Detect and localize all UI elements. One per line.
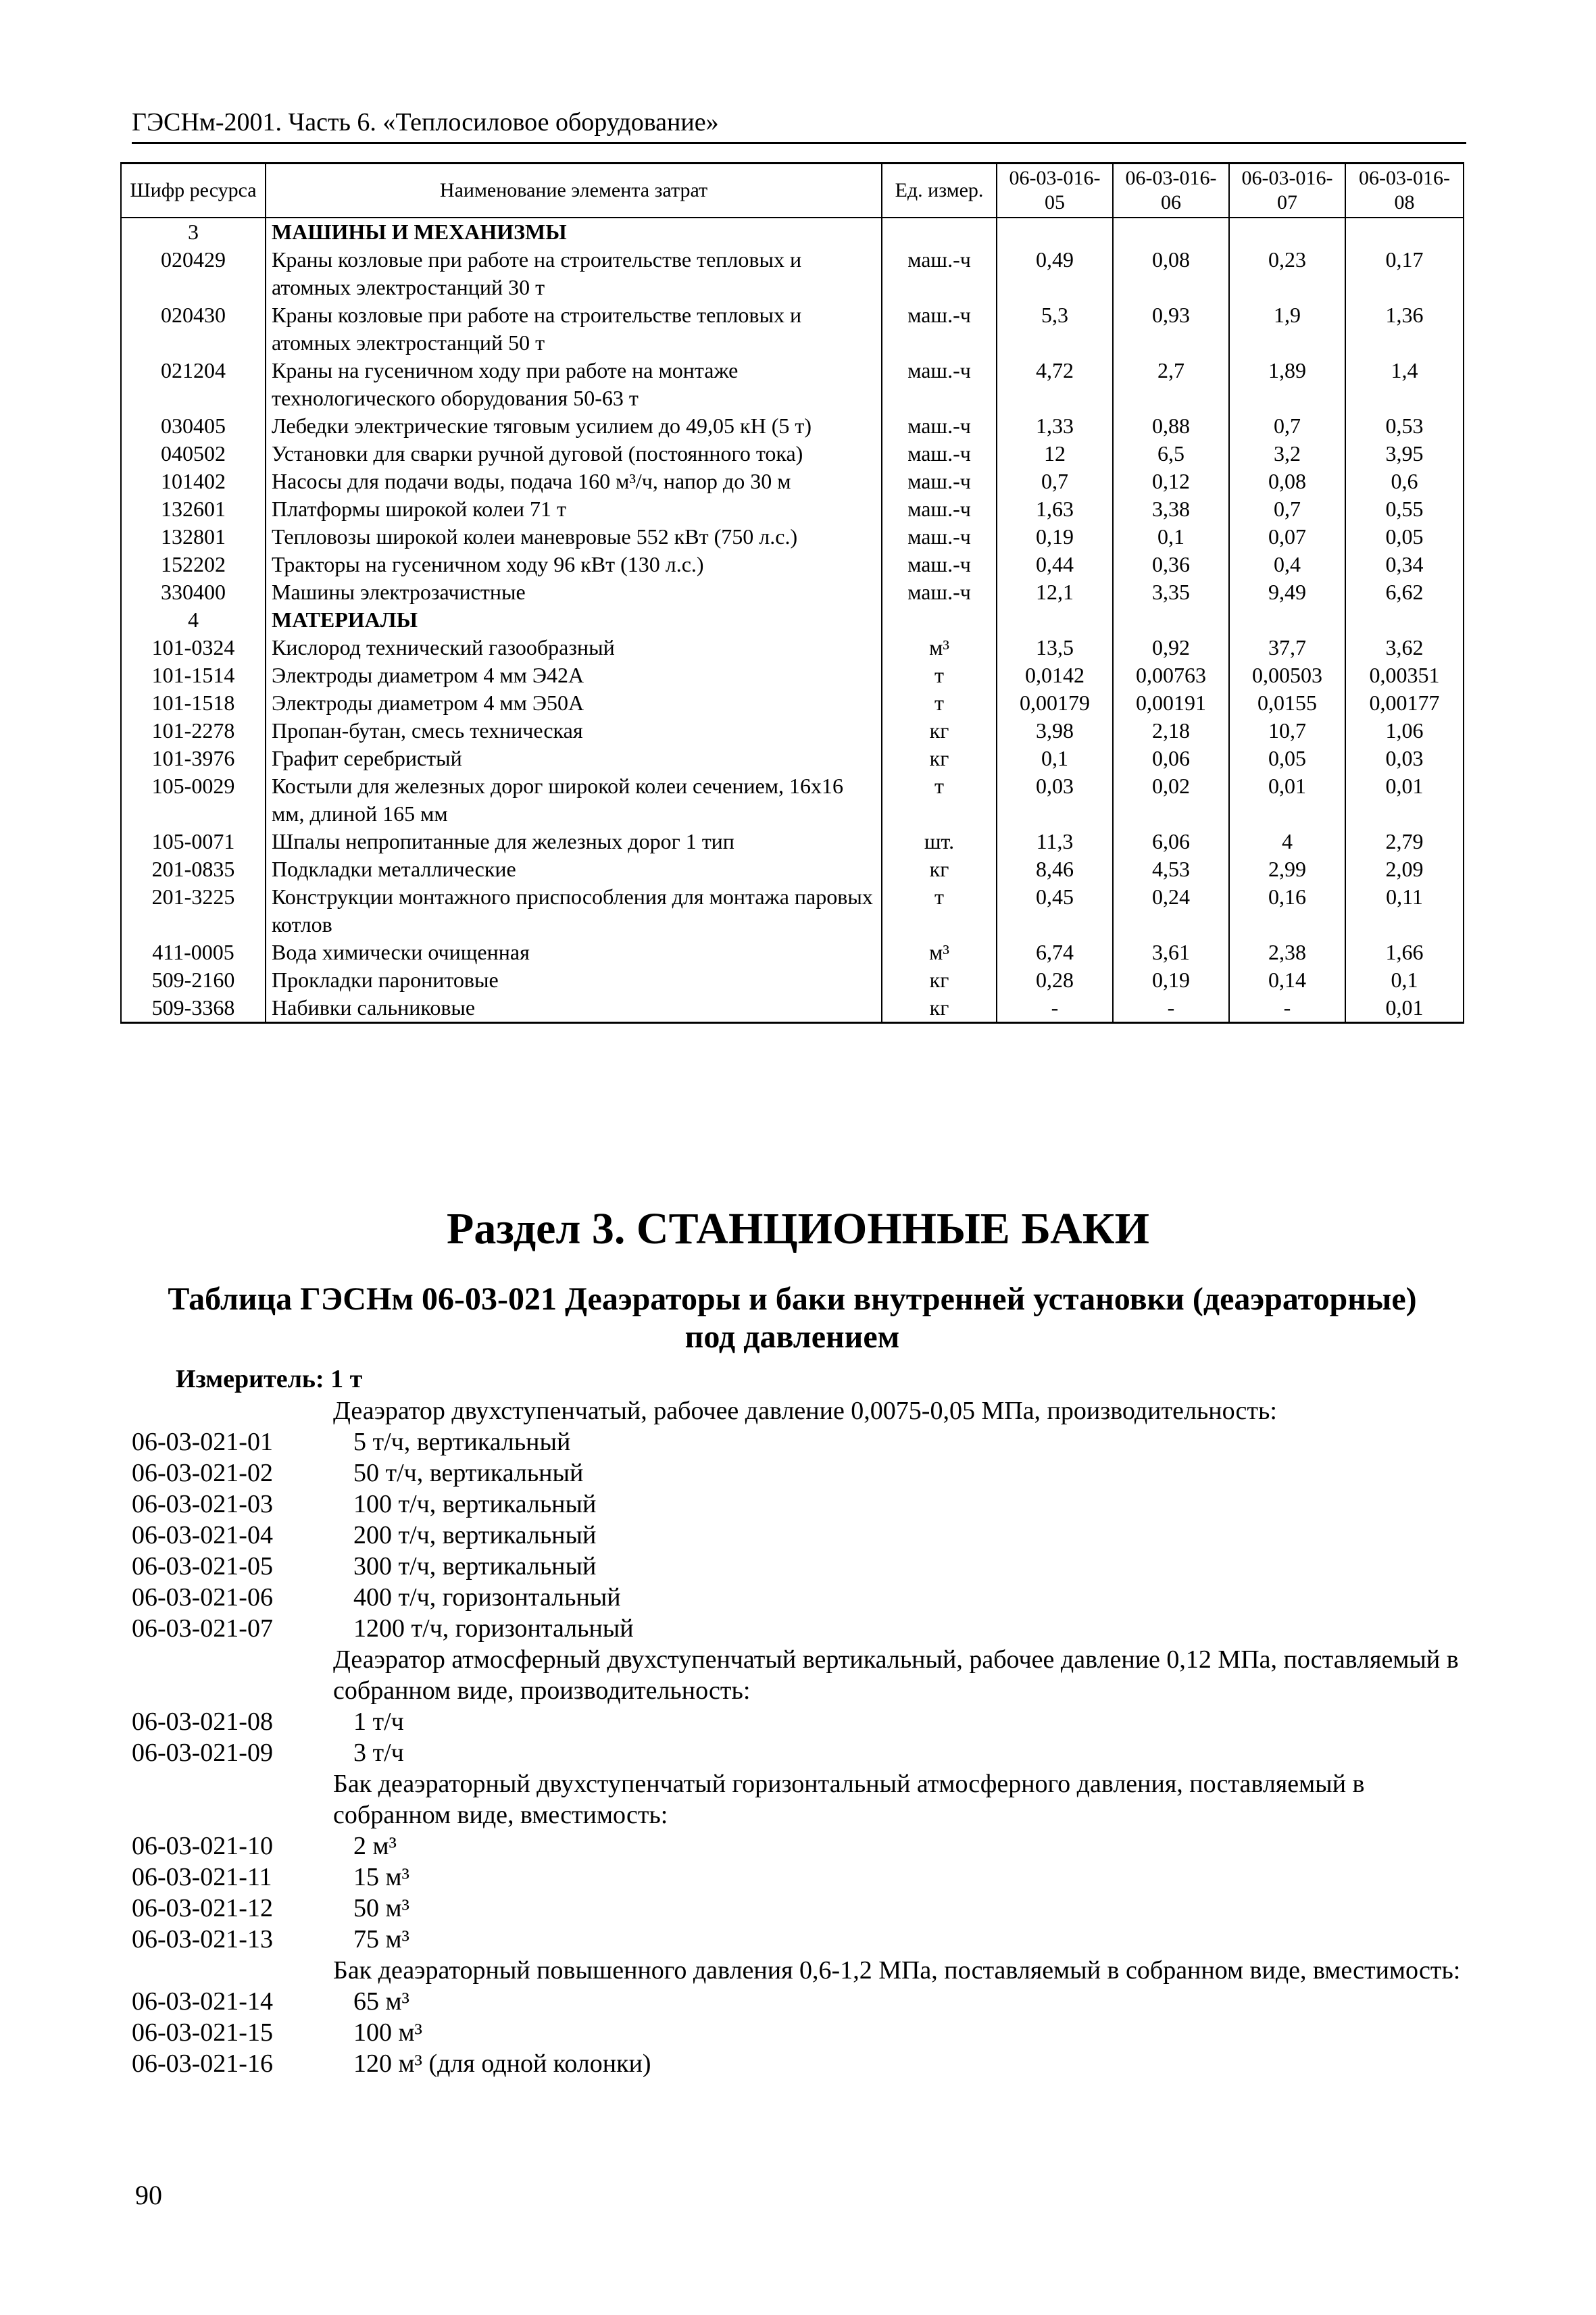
table-row (121, 634, 1464, 662)
resource-name: Графит серебристый (266, 745, 882, 772)
empty-cell (882, 606, 997, 634)
resource-name: Краны козловые при работе на строительстве тепловых и атомных электростанций 50 т (266, 301, 882, 357)
value-cell: 0,92 (1113, 634, 1229, 662)
table-row (121, 689, 1464, 717)
value-cell: 4,72 (997, 357, 1113, 412)
value-cell: 0,01 (1229, 772, 1345, 828)
column-header-norm: 06-03-016-08 (1345, 164, 1464, 218)
value-cell: 10,7 (1229, 717, 1345, 745)
table-row (121, 246, 1464, 301)
norm-description: 200 т/ч, вертикальный (353, 1521, 597, 1549)
table-row (121, 523, 1464, 551)
value-cell: 8,46 (997, 855, 1113, 883)
norm-code: 06-03-021-03 (132, 1490, 273, 1518)
resource-code: 132801 (121, 523, 266, 551)
measurer: Измеритель: 1 т (176, 1365, 363, 1393)
value-cell: 3,98 (997, 717, 1113, 745)
table-row (121, 440, 1464, 468)
value-cell: 0,88 (1113, 412, 1229, 440)
value-cell: 0,02 (1113, 772, 1229, 828)
resource-code: 101-1514 (121, 662, 266, 689)
value-cell: 2,7 (1113, 357, 1229, 412)
value-cell: 2,99 (1229, 855, 1345, 883)
value-cell: 3,95 (1345, 440, 1464, 468)
value-cell: 12,1 (997, 578, 1113, 606)
resource-name: Подкладки металлические (266, 855, 882, 883)
table-body (121, 218, 1464, 1023)
value-cell: 0,19 (997, 523, 1113, 551)
column-header-norm: 06-03-016-06 (1113, 164, 1229, 218)
table-header-row (121, 164, 1464, 218)
value-cell: - (1113, 994, 1229, 1023)
group-title: МАТЕРИАЛЫ (266, 606, 882, 634)
norm-description: 1 т/ч (353, 1708, 404, 1736)
norm-description: 50 т/ч, вертикальный (353, 1459, 584, 1487)
empty-cell (1345, 606, 1464, 634)
table-row (121, 578, 1464, 606)
value-cell: 0,1 (1345, 966, 1464, 994)
norm-code: 06-03-021-10 (132, 1832, 273, 1860)
norm-list (132, 1395, 1466, 2079)
value-cell: 1,06 (1345, 717, 1464, 745)
resource-name: Конструкции монтажного приспособления для монтажа паровых котлов (266, 883, 882, 939)
value-cell: 0,06 (1113, 745, 1229, 772)
resource-code: 132601 (121, 495, 266, 523)
unit-cell: маш.-ч (882, 301, 997, 357)
value-cell: 2,38 (1229, 939, 1345, 966)
norm-code: 06-03-021-14 (132, 1987, 273, 2016)
unit-cell: шт. (882, 828, 997, 855)
value-cell: 0,7 (997, 468, 1113, 495)
norm-code: 06-03-021-09 (132, 1739, 273, 1767)
column-header-name: Наименование элемента затрат (266, 164, 882, 218)
value-cell: 1,9 (1229, 301, 1345, 357)
unit-cell: маш.-ч (882, 357, 997, 412)
table-row (121, 551, 1464, 578)
norm-item (132, 1831, 1466, 1862)
value-cell: 0,7 (1229, 495, 1345, 523)
norm-description: 2 м³ (353, 1832, 397, 1860)
table-row (121, 883, 1464, 939)
norm-code: 06-03-021-11 (132, 1863, 272, 1891)
norm-item (132, 1582, 1466, 1613)
value-cell: 0,17 (1345, 246, 1464, 301)
value-cell: - (1229, 994, 1345, 1023)
value-cell: 0,19 (1113, 966, 1229, 994)
resource-code: 152202 (121, 551, 266, 578)
section-title: Раздел 3. СТАНЦИОННЫЕ БАКИ (447, 1204, 1149, 1253)
value-cell: 1,4 (1345, 357, 1464, 412)
norm-code: 06-03-021-13 (132, 1925, 273, 1953)
resource-name: Прокладки паронитовые (266, 966, 882, 994)
unit-cell: т (882, 689, 997, 717)
value-cell: 0,28 (997, 966, 1113, 994)
norm-code: 06-03-021-04 (132, 1521, 273, 1549)
resource-cost-table (120, 162, 1464, 1024)
resource-name: Тепловозы широкой колеи маневровые 552 кВт (750 л.с.) (266, 523, 882, 551)
value-cell: 13,5 (997, 634, 1113, 662)
resource-name: Набивки сальниковые (266, 994, 882, 1023)
value-cell: 0,23 (1229, 246, 1345, 301)
table-row (121, 717, 1464, 745)
resource-code: 411-0005 (121, 939, 266, 966)
resource-code: 101-2278 (121, 717, 266, 745)
resource-code: 105-0029 (121, 772, 266, 828)
unit-cell: маш.-ч (882, 440, 997, 468)
unit-cell: т (882, 772, 997, 828)
value-cell: 9,49 (1229, 578, 1345, 606)
unit-cell: кг (882, 855, 997, 883)
norm-item (132, 2048, 1466, 2079)
value-cell: 0,00351 (1345, 662, 1464, 689)
table-row (121, 994, 1464, 1023)
unit-cell: кг (882, 717, 997, 745)
value-cell: 6,62 (1345, 578, 1464, 606)
table-title-line: Таблица ГЭСНм 06-03-021 Деаэраторы и баки внутренней установки (деаэраторные) (168, 1281, 1417, 1317)
value-cell: 1,33 (997, 412, 1113, 440)
resource-code: 020429 (121, 246, 266, 301)
resource-code: 330400 (121, 578, 266, 606)
resource-code: 201-3225 (121, 883, 266, 939)
unit-cell: т (882, 883, 997, 939)
value-cell: 4 (1229, 828, 1345, 855)
value-cell: 0,0142 (997, 662, 1113, 689)
norm-code: 06-03-021-07 (132, 1614, 273, 1643)
value-cell: 1,36 (1345, 301, 1464, 357)
resource-name: Вода химически очищенная (266, 939, 882, 966)
value-cell: 0,00763 (1113, 662, 1229, 689)
table-row (121, 468, 1464, 495)
table-row (121, 357, 1464, 412)
norm-description: 65 м³ (353, 1987, 409, 2016)
value-cell: 0,05 (1229, 745, 1345, 772)
value-cell: 0,03 (1345, 745, 1464, 772)
value-cell: 0,34 (1345, 551, 1464, 578)
resource-name: Электроды диаметром 4 мм Э42А (266, 662, 882, 689)
norm-code: 06-03-021-15 (132, 2018, 273, 2047)
empty-cell (997, 218, 1113, 246)
resource-name: Краны на гусеничном ходу при работе на монтаже технологического оборудования 50-63 т (266, 357, 882, 412)
norm-code: 06-03-021-02 (132, 1459, 273, 1487)
resource-code: 021204 (121, 357, 266, 412)
group-code: 4 (121, 606, 266, 634)
page-number: 90 (135, 2180, 162, 2210)
value-cell: 0,1 (1113, 523, 1229, 551)
value-cell: 0,03 (997, 772, 1113, 828)
table-title-line: под давлением (684, 1319, 900, 1355)
group-code: 3 (121, 218, 266, 246)
column-header-norm: 06-03-016-07 (1229, 164, 1345, 218)
norm-item (132, 1862, 1466, 1893)
value-cell: 3,62 (1345, 634, 1464, 662)
norm-item (132, 2017, 1466, 2048)
norm-description: 100 т/ч, вертикальный (353, 1490, 597, 1518)
norm-code: 06-03-021-16 (132, 2049, 273, 2078)
value-cell: 6,74 (997, 939, 1113, 966)
unit-cell: маш.-ч (882, 523, 997, 551)
resource-code: 509-2160 (121, 966, 266, 994)
group-title: МАШИНЫ И МЕХАНИЗМЫ (266, 218, 882, 246)
column-header-code: Шифр ресурса (121, 164, 266, 218)
resource-name: Платформы широкой колеи 71 т (266, 495, 882, 523)
unit-cell: маш.-ч (882, 468, 997, 495)
resource-code: 101402 (121, 468, 266, 495)
table-row (121, 966, 1464, 994)
value-cell: 0,16 (1229, 883, 1345, 939)
value-cell: 0,6 (1345, 468, 1464, 495)
table-row (121, 828, 1464, 855)
value-cell: 0,36 (1113, 551, 1229, 578)
running-header: ГЭСНм-2001. Часть 6. «Теплосиловое оборудование» (132, 107, 1466, 144)
norm-group-heading: Деаэратор двухступенчатый, рабочее давление 0,0075-0,05 МПа, производительность: (333, 1397, 1277, 1425)
unit-cell: м³ (882, 939, 997, 966)
norm-code: 06-03-021-05 (132, 1552, 273, 1580)
group-row (121, 218, 1464, 246)
value-cell: 0,05 (1345, 523, 1464, 551)
norm-description: 3 т/ч (353, 1739, 404, 1767)
table-row (121, 745, 1464, 772)
table-row (121, 772, 1464, 828)
value-cell: 0,24 (1113, 883, 1229, 939)
resource-code: 030405 (121, 412, 266, 440)
table-title (122, 1280, 1463, 1356)
value-cell: 0,08 (1113, 246, 1229, 301)
norm-group-heading: Бак деаэраторный двухступенчатый горизонтальный атмосферного давления, поставляемый в собранном виде, вместимость: (333, 1770, 1365, 1829)
value-cell: 0,12 (1113, 468, 1229, 495)
value-cell: 3,2 (1229, 440, 1345, 468)
value-cell: 0,14 (1229, 966, 1345, 994)
unit-cell: м³ (882, 634, 997, 662)
norm-description: 1200 т/ч, горизонтальный (353, 1614, 634, 1643)
unit-cell: кг (882, 745, 997, 772)
value-cell: 0,00177 (1345, 689, 1464, 717)
unit-cell: т (882, 662, 997, 689)
norm-code: 06-03-021-06 (132, 1583, 273, 1612)
value-cell: 6,5 (1113, 440, 1229, 468)
table-row (121, 301, 1464, 357)
norm-item (132, 1986, 1466, 2017)
empty-cell (882, 218, 997, 246)
value-cell: 5,3 (997, 301, 1113, 357)
resource-name: Насосы для подачи воды, подача 160 м³/ч, напор до 30 м (266, 468, 882, 495)
resource-name: Машины электрозачистные (266, 578, 882, 606)
norm-group-heading: Деаэратор атмосферный двухступенчатый вертикальный, рабочее давление 0,12 МПа, поставляемый в собранном виде, производительность: (333, 1645, 1459, 1705)
value-cell: 0,01 (1345, 772, 1464, 828)
unit-cell: кг (882, 966, 997, 994)
value-cell: 2,09 (1345, 855, 1464, 883)
value-cell: - (997, 994, 1113, 1023)
value-cell: 0,00179 (997, 689, 1113, 717)
norm-item (132, 1520, 1466, 1551)
value-cell: 1,63 (997, 495, 1113, 523)
norm-item (132, 1737, 1466, 1768)
value-cell: 11,3 (997, 828, 1113, 855)
column-header-unit: Ед. измер. (882, 164, 997, 218)
value-cell: 0,11 (1345, 883, 1464, 939)
resource-name: Краны козловые при работе на строительстве тепловых и атомных электростанций 30 т (266, 246, 882, 301)
norm-item (132, 1489, 1466, 1520)
empty-cell (1229, 606, 1345, 634)
resource-code: 101-0324 (121, 634, 266, 662)
value-cell: 4,53 (1113, 855, 1229, 883)
value-cell: 1,89 (1229, 357, 1345, 412)
value-cell: 2,18 (1113, 717, 1229, 745)
resource-name: Кислород технический газообразный (266, 634, 882, 662)
value-cell: 0,00191 (1113, 689, 1229, 717)
norm-item (132, 1706, 1466, 1737)
value-cell: 0,00503 (1229, 662, 1345, 689)
value-cell: 3,35 (1113, 578, 1229, 606)
value-cell: 2,79 (1345, 828, 1464, 855)
value-cell: 6,06 (1113, 828, 1229, 855)
norm-item (132, 1924, 1466, 1955)
norm-description: 75 м³ (353, 1925, 409, 1953)
table-row (121, 495, 1464, 523)
value-cell: 0,1 (997, 745, 1113, 772)
norm-description: 300 т/ч, вертикальный (353, 1552, 597, 1580)
value-cell: 0,01 (1345, 994, 1464, 1023)
value-cell: 0,7 (1229, 412, 1345, 440)
value-cell: 1,66 (1345, 939, 1464, 966)
empty-cell (1113, 218, 1229, 246)
table-row (121, 412, 1464, 440)
resource-code: 040502 (121, 440, 266, 468)
unit-cell: маш.-ч (882, 412, 997, 440)
norm-description: 120 м³ (для одной колонки) (353, 2049, 651, 2078)
resource-name: Костыли для железных дорог широкой колеи сечением, 16х16 мм, длиной 165 мм (266, 772, 882, 828)
norm-description: 400 т/ч, горизонтальный (353, 1583, 621, 1612)
value-cell: 0,53 (1345, 412, 1464, 440)
resource-code: 020430 (121, 301, 266, 357)
table-row (121, 855, 1464, 883)
norm-item (132, 1458, 1466, 1489)
group-row (121, 606, 1464, 634)
resource-name: Шпалы непропитанные для железных дорог 1 тип (266, 828, 882, 855)
norm-group-heading: Бак деаэраторный повышенного давления 0,6-1,2 МПа, поставляемый в собранном виде, вместимость: (333, 1956, 1461, 1985)
norm-code: 06-03-021-12 (132, 1894, 273, 1922)
resource-name: Электроды диаметром 4 мм Э50А (266, 689, 882, 717)
empty-cell (1345, 218, 1464, 246)
value-cell: 0,08 (1229, 468, 1345, 495)
value-cell: 0,4 (1229, 551, 1345, 578)
value-cell: 0,07 (1229, 523, 1345, 551)
resource-name: Лебедки электрические тяговым усилием до 49,05 кН (5 т) (266, 412, 882, 440)
resource-code: 509-3368 (121, 994, 266, 1023)
table-row (121, 662, 1464, 689)
norm-item (132, 1551, 1466, 1582)
norm-item (132, 1426, 1466, 1458)
value-cell: 3,61 (1113, 939, 1229, 966)
column-header-norm: 06-03-016-05 (997, 164, 1113, 218)
norm-description: 15 м³ (353, 1863, 409, 1891)
value-cell: 0,44 (997, 551, 1113, 578)
unit-cell: маш.-ч (882, 578, 997, 606)
empty-cell (1229, 218, 1345, 246)
norm-item (132, 1893, 1466, 1924)
table-row (121, 939, 1464, 966)
resource-code: 101-1518 (121, 689, 266, 717)
unit-cell: кг (882, 994, 997, 1023)
norm-code: 06-03-021-01 (132, 1428, 273, 1456)
resource-code: 201-0835 (121, 855, 266, 883)
value-cell: 37,7 (1229, 634, 1345, 662)
value-cell: 0,0155 (1229, 689, 1345, 717)
resource-name: Пропан-бутан, смесь техническая (266, 717, 882, 745)
norm-description: 5 т/ч, вертикальный (353, 1428, 571, 1456)
value-cell: 0,45 (997, 883, 1113, 939)
empty-cell (997, 606, 1113, 634)
norm-description: 100 м³ (353, 2018, 422, 2047)
resource-name: Установки для сварки ручной дуговой (постоянного тока) (266, 440, 882, 468)
norm-item (132, 1613, 1466, 1644)
value-cell: 0,55 (1345, 495, 1464, 523)
value-cell: 12 (997, 440, 1113, 468)
value-cell: 0,93 (1113, 301, 1229, 357)
unit-cell: маш.-ч (882, 551, 997, 578)
unit-cell: маш.-ч (882, 246, 997, 301)
resource-code: 105-0071 (121, 828, 266, 855)
value-cell: 3,38 (1113, 495, 1229, 523)
unit-cell: маш.-ч (882, 495, 997, 523)
value-cell: 0,49 (997, 246, 1113, 301)
empty-cell (1113, 606, 1229, 634)
resource-name: Тракторы на гусеничном ходу 96 кВт (130 л.с.) (266, 551, 882, 578)
norm-description: 50 м³ (353, 1894, 409, 1922)
norm-code: 06-03-021-08 (132, 1708, 273, 1736)
resource-code: 101-3976 (121, 745, 266, 772)
